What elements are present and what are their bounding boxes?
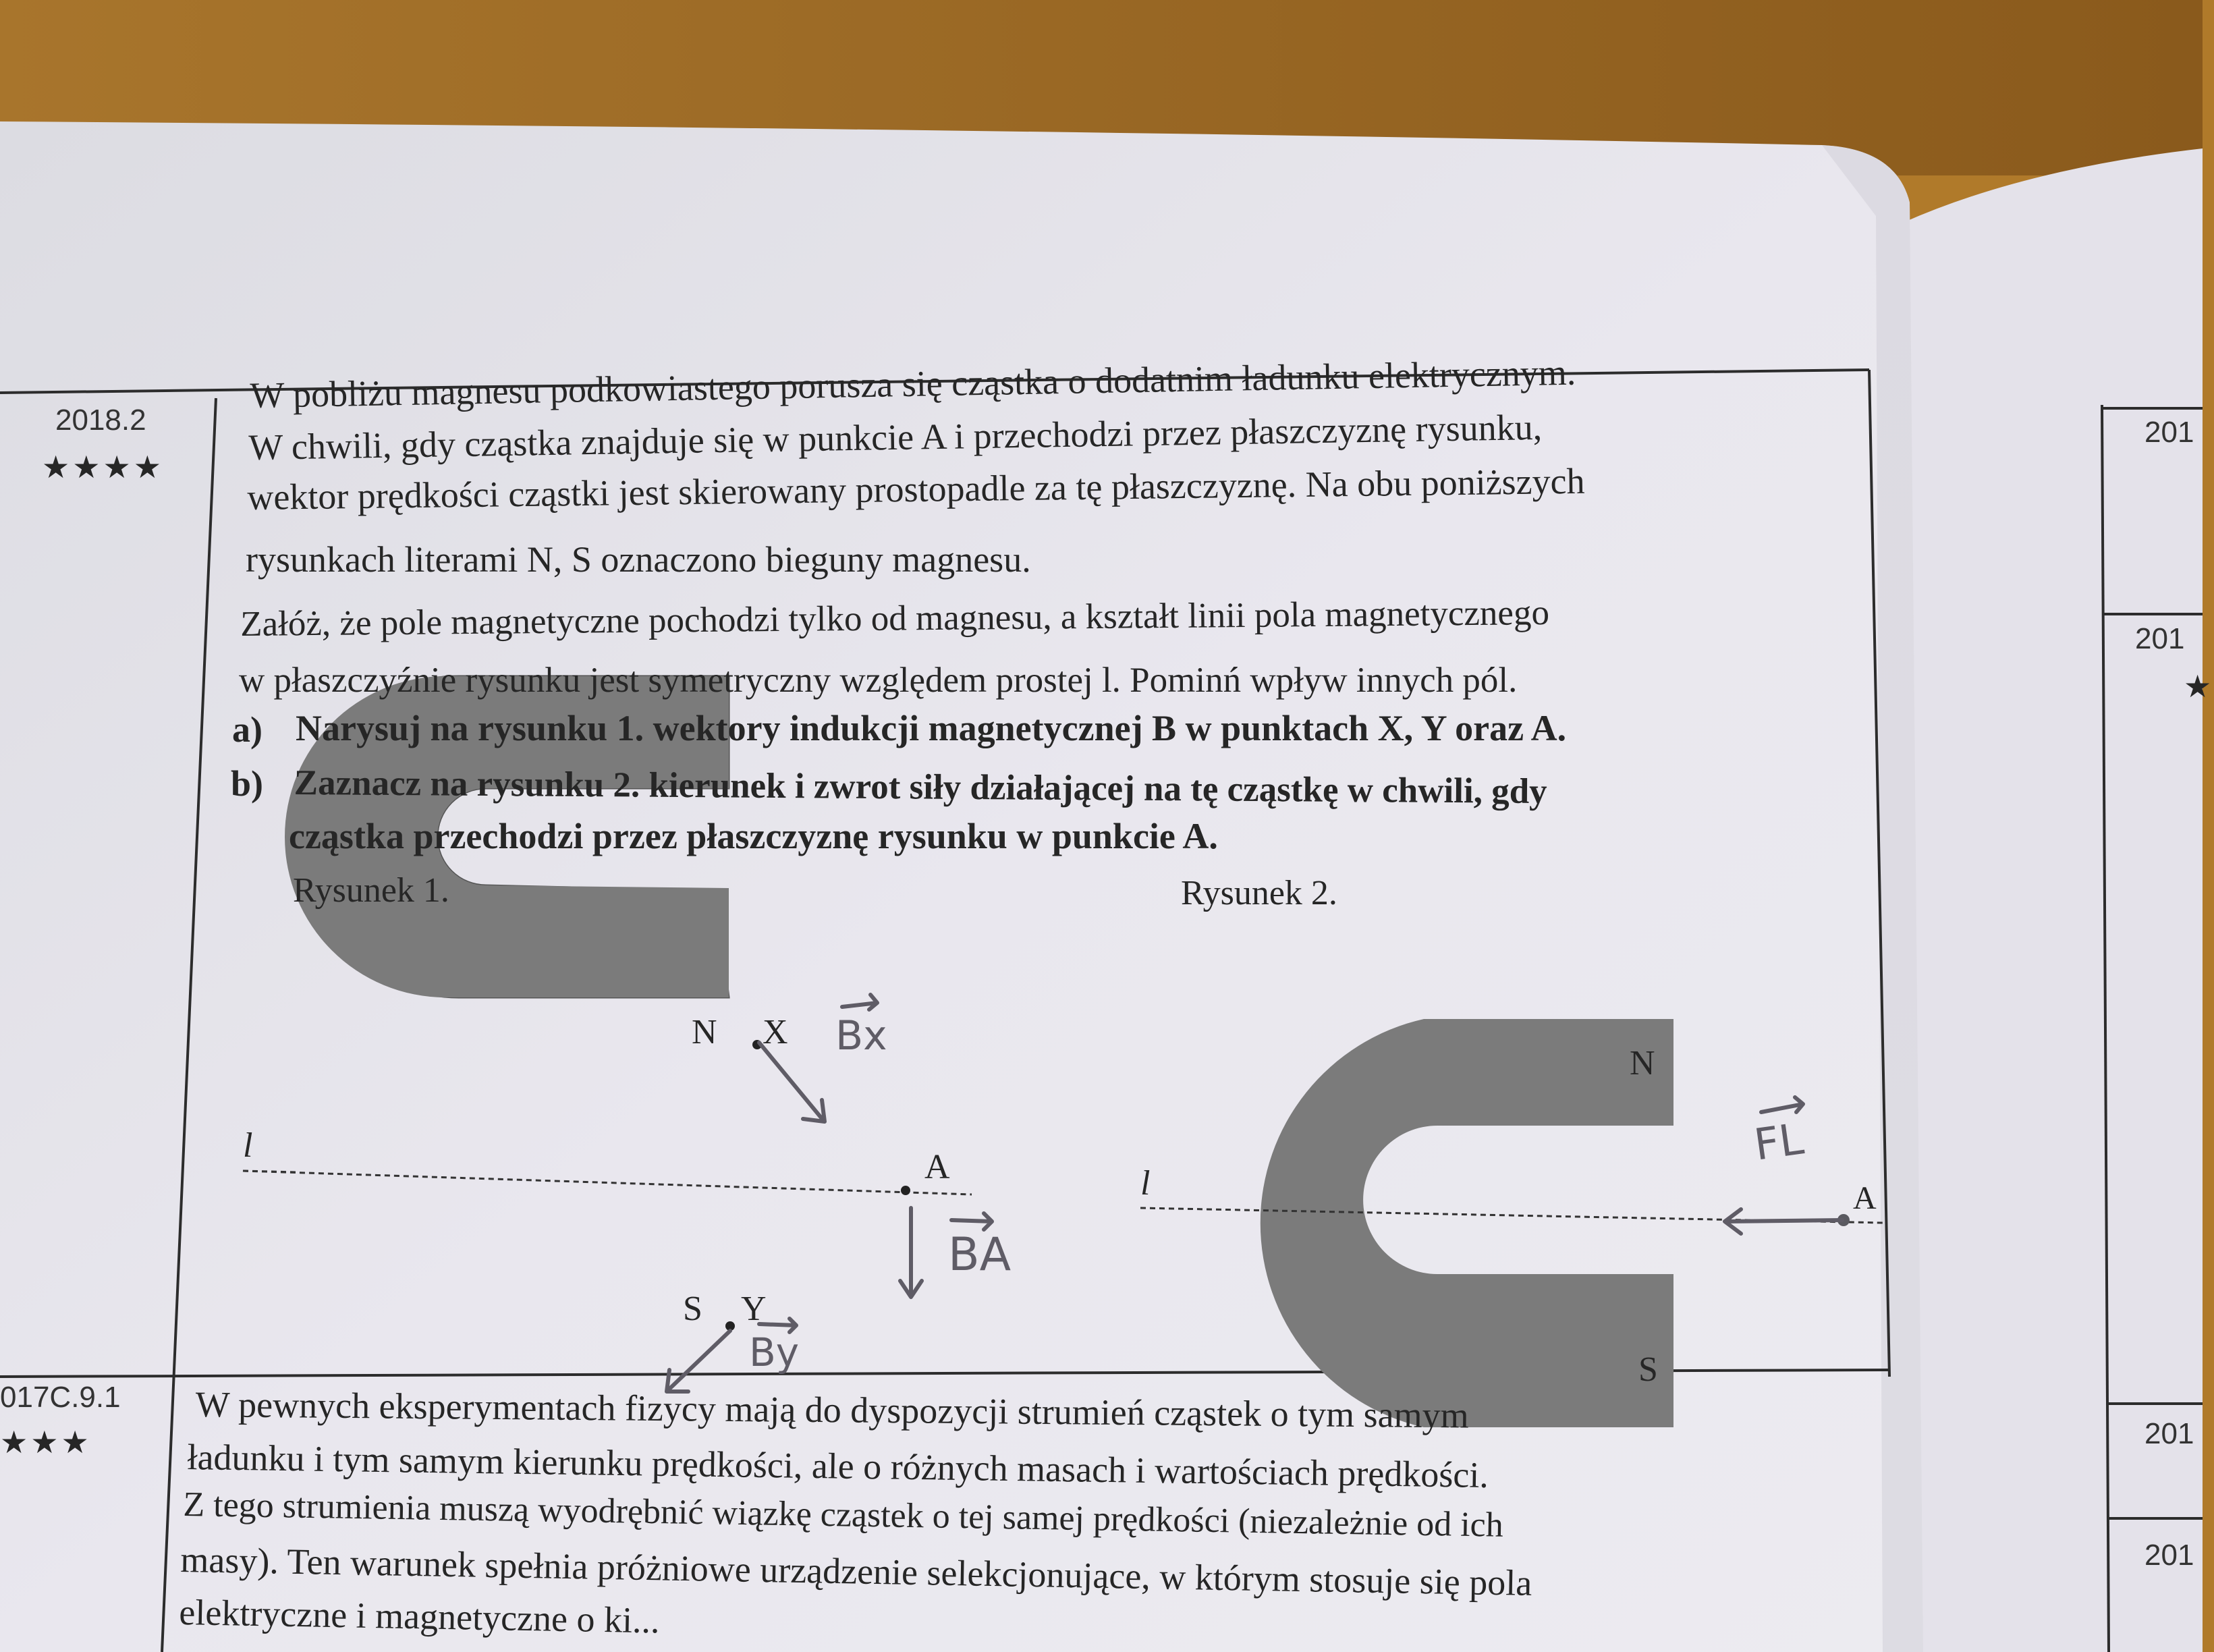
right-task-number-4: 201	[2144, 1539, 2194, 1572]
right-task-number-1: 201	[2144, 416, 2194, 449]
figure-2-line-label: l	[1140, 1164, 1151, 1203]
right-task-number-2: 201	[2135, 622, 2185, 655]
right-task-number-3: 201	[2144, 1417, 2194, 1450]
figure-1-caption: Rysunek 1.	[293, 871, 449, 910]
task-1-intro-line-3: wektor prędkości cząstki jest skierowany prostopadle za tę płaszczyznę. Na obu poniższych	[247, 460, 1585, 518]
handwritten-bx-label: Bx	[835, 1012, 887, 1059]
figure-2-point-a-label: A	[1853, 1180, 1877, 1216]
part-a-marker: a)	[232, 709, 262, 750]
right-star-fragment: ★	[2184, 668, 2214, 705]
fl-arrow-icon	[1726, 1220, 1842, 1221]
task-2-line-2: ładunku i tym samym kierunku prędkości, ale o różnych masach i wartościach prędkości.	[187, 1437, 1489, 1495]
task-1-assume-line-1: Załóż, że pole magnetyczne pochodzi tylko od magnesu, a kształt linii pola magnetycznego	[240, 593, 1550, 644]
task-number-2: 017C.9.1	[0, 1381, 121, 1414]
figure-1-pole-n: N	[692, 1013, 717, 1051]
task-1-intro-line-2: W chwili, gdy cząstka znajduje się w punkcie A i przechodzi przez płaszczyznę rysunku,	[248, 406, 1543, 468]
task-1-intro-line-4: rysunkach literami N, S oznaczono bieguny magnesu.	[246, 539, 1031, 580]
figure-2-caption: Rysunek 2.	[1181, 874, 1337, 912]
task-1-intro-line-1: W pobliżu magnesu podkowiastego porusza się cząstka o dodatnim ładunku elektrycznym.	[250, 352, 1576, 416]
figure-1-line-label: l	[243, 1126, 253, 1165]
task-number: 2018.2	[55, 404, 146, 437]
handwritten-ba-label: BA	[948, 1228, 1012, 1282]
part-b-line-2: cząstka przechodzi przez płaszczyznę rysunku w punkcie A.	[289, 816, 1218, 856]
figure-2-pole-s: S	[1638, 1350, 1658, 1389]
handwritten-by-label: By	[749, 1329, 800, 1375]
handwritten-fl-label: FL	[1751, 1114, 1807, 1171]
difficulty-stars-2: ★★★	[0, 1424, 92, 1460]
part-b-line-1: Zaznacz na rysunku 2. kierunek i zwrot siły działającej na tę cząstkę w chwili, gdy	[294, 763, 1547, 811]
task-2-line-4: masy). Ten warunek spełnia próżniowe urządzenie selekcjonujące, w którym stosuje się pola	[179, 1539, 1532, 1603]
figure-1-pole-s: S	[683, 1290, 702, 1328]
figure-1-point-x-label: X	[763, 1013, 788, 1051]
task-2-line-5: elektryczne i magnetyczne o ki...	[178, 1591, 661, 1641]
figure-1-point-a-label: A	[924, 1148, 950, 1186]
part-a-text: Narysuj na rysunku 1. wektory indukcji magnetycznej B w punktach X, Y oraz A.	[296, 708, 1567, 748]
point-a-dot	[901, 1186, 910, 1195]
task-2-line-3: Z tego strumienia muszą wyodrębnić wiązkę cząstek o tej samej prędkości (niezależnie od ich	[183, 1485, 1504, 1545]
difficulty-stars: ★★★★	[42, 449, 164, 485]
figure-1-point-y-label: Y	[741, 1290, 767, 1328]
figure-2-pole-n: N	[1630, 1044, 1655, 1082]
task-1-assume-line-2: w płaszczyźnie rysunku jest symetryczny względem prostej l. Pominń wpływ innych pól.	[239, 661, 1518, 700]
part-b-marker: b)	[231, 763, 264, 804]
task-2-line-1: W pewnych eksperymentach fizycy mają do dyspozycji strumień cząstek o tym samym	[195, 1384, 1469, 1436]
